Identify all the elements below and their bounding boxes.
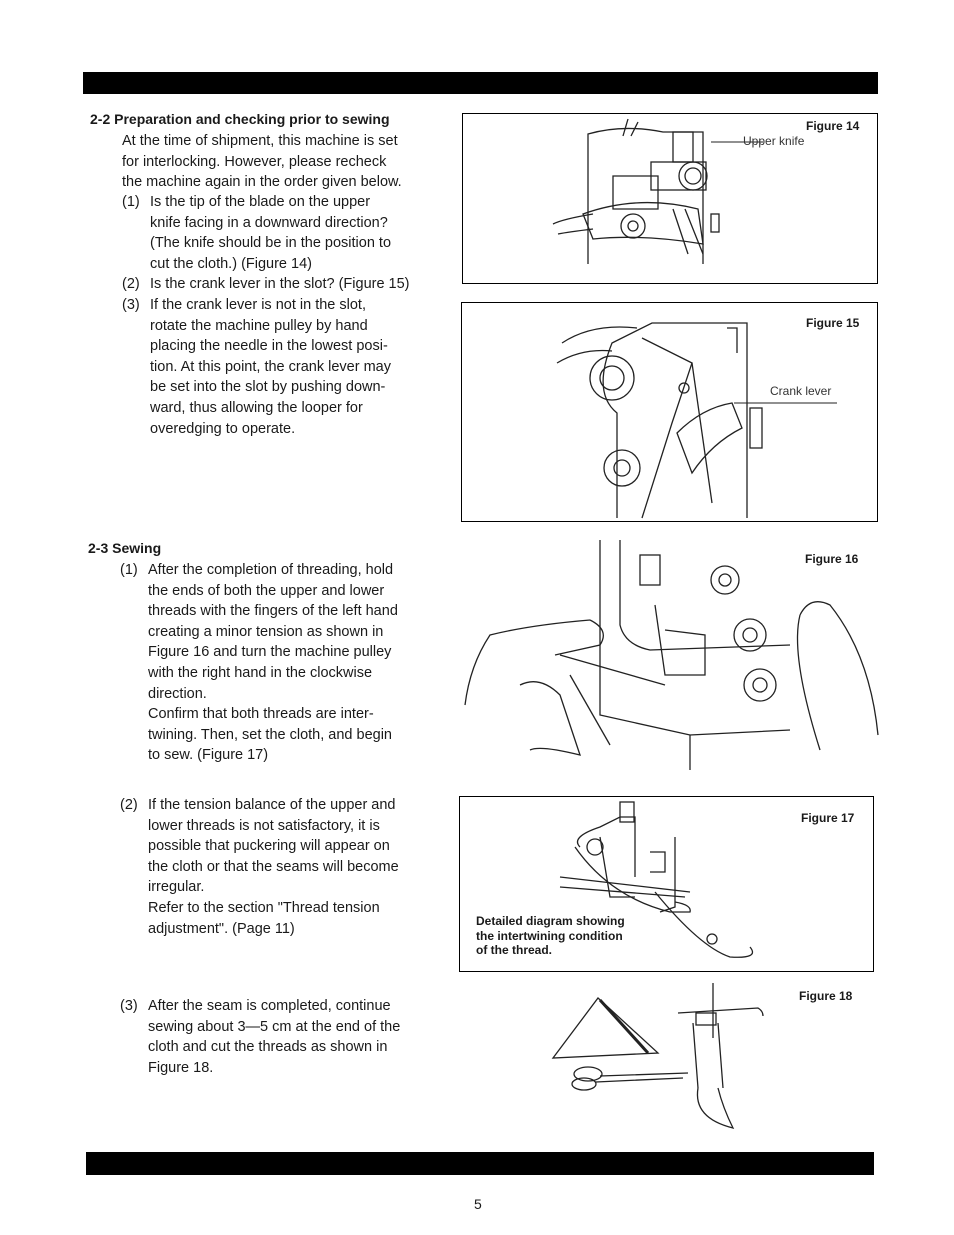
caption-line: the intertwining condition <box>476 928 623 943</box>
item-line: the ends of both the upper and lower <box>148 582 385 599</box>
figure-18-label: Figure 18 <box>799 989 853 1003</box>
item-number: (1) <box>122 194 140 210</box>
item-line: to sew. (Figure 17) <box>148 747 269 764</box>
upper-knife-illustration <box>463 114 879 285</box>
item-line: threads with the fingers of the left hand <box>148 603 398 620</box>
item-line: overedging to operate. <box>150 420 296 437</box>
item-line: sewing about 3—5 cm at the end of the <box>148 1018 401 1035</box>
item-line: After the completion of threading, hold <box>148 562 394 578</box>
caption-line: Detailed diagram showing <box>476 914 625 928</box>
item-line: If the crank lever is not in the slot, <box>150 297 366 313</box>
item-line: cut the cloth.) (Figure 14) <box>150 255 312 272</box>
item-line: be set into the slot by pushing down- <box>150 379 386 396</box>
section-title-preparation: 2-2 Preparation and checking prior to sewing <box>90 111 390 127</box>
top-rule-bar <box>83 72 878 94</box>
item-line: with the right hand in the clockwise <box>148 665 373 681</box>
page-number: 5 <box>474 1196 482 1212</box>
upper-knife-callout: Upper knife <box>743 134 805 148</box>
item-number: (2) <box>122 276 140 292</box>
item-number: (2) <box>120 797 138 813</box>
figure-14-box <box>462 113 878 284</box>
crank-lever-callout: Crank lever <box>770 384 832 398</box>
figure-15-label: Figure 15 <box>806 316 860 330</box>
item-line: cloth and cut the threads as shown in <box>148 1039 388 1056</box>
item-line: Confirm that both threads are inter- <box>148 706 374 723</box>
item-number: (3) <box>120 998 138 1014</box>
item-line: Is the tip of the blade on the upper <box>150 194 371 210</box>
figure-17-box <box>459 796 874 972</box>
item-line: Figure 16 and turn the machine pulley <box>148 644 392 661</box>
preparation-intro <box>122 131 430 193</box>
cutting-threads-illustration <box>548 978 780 1133</box>
item-line: Figure 18. <box>148 1059 214 1076</box>
intro-line: the machine again in the order given below. <box>122 174 402 191</box>
item-line: the cloth or that the seams will become <box>148 858 399 875</box>
item-line: tion. At this point, the crank lever may <box>150 358 391 375</box>
intro-line: At the time of shipment, this machine is set <box>122 133 398 149</box>
item-line: adjustment". (Page 11) <box>148 920 295 937</box>
item-line: placing the needle in the lowest posi- <box>150 338 388 355</box>
section-title-sewing: 2-3 Sewing <box>88 540 162 556</box>
item-number: (1) <box>120 562 138 578</box>
item-line: After the seam is completed, continue <box>148 998 391 1014</box>
item-line: If the tension balance of the upper and <box>148 797 396 813</box>
intro-line: for interlocking. However, please recheck <box>122 153 387 170</box>
figure-15-box <box>461 302 878 522</box>
item-line: knife facing in a downward direction? <box>150 214 388 231</box>
figure-14-label: Figure 14 <box>806 119 860 133</box>
figure-17-caption <box>476 914 625 958</box>
item-line: rotate the machine pulley by hand <box>150 317 368 334</box>
item-line: possible that puckering will appear on <box>148 838 390 855</box>
item-line: direction. <box>148 685 207 702</box>
item-line: Refer to the section "Thread tension <box>148 900 380 916</box>
figure-16-label: Figure 16 <box>805 552 859 566</box>
threading-hands-illustration <box>460 535 880 780</box>
item-line: ward, thus allowing the looper for <box>150 400 363 416</box>
item-line: twining. Then, set the cloth, and begin <box>148 726 392 743</box>
figure-17-label: Figure 17 <box>801 811 855 825</box>
crank-lever-illustration <box>462 303 879 523</box>
caption-line: of the thread. <box>476 943 553 957</box>
bottom-rule-bar <box>86 1152 874 1175</box>
item-line: Is the crank lever in the slot? (Figure 15) <box>150 276 410 292</box>
item-line: lower threads is not satisfactory, it is <box>148 817 380 834</box>
item-line: (The knife should be in the position to <box>150 235 392 252</box>
item-line: irregular. <box>148 879 205 896</box>
item-number: (3) <box>122 297 140 313</box>
item-line: creating a minor tension as shown in <box>148 623 384 640</box>
